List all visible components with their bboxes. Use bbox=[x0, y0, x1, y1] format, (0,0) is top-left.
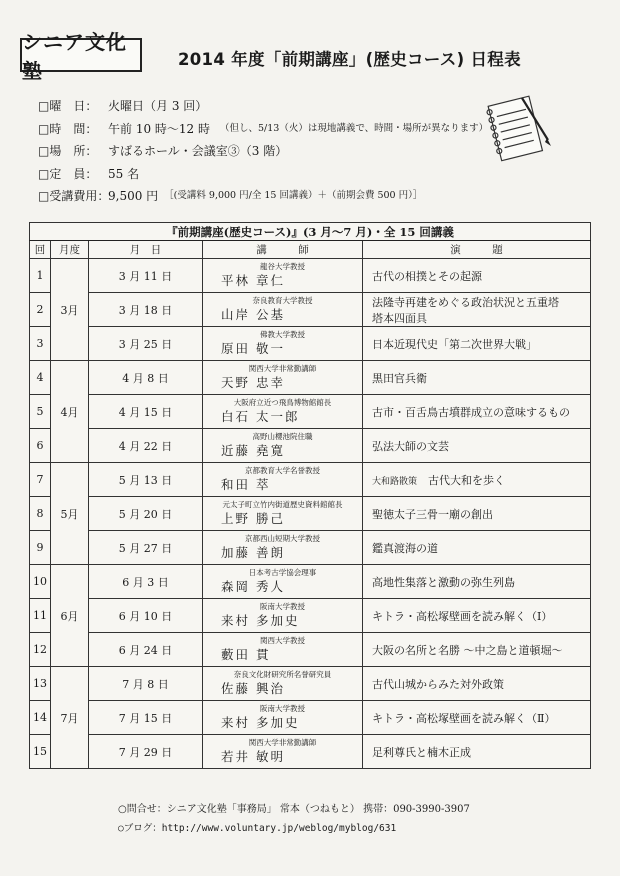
lecture-date: 3 月 25 日 bbox=[89, 327, 203, 361]
lecturer-cell bbox=[203, 531, 363, 565]
table-row bbox=[30, 531, 591, 565]
footer bbox=[118, 800, 470, 838]
lecturer-cell bbox=[203, 327, 363, 361]
lecture-topic-cell bbox=[363, 531, 591, 565]
info-place: □場 所： すばるホール・会議室③（3 階） bbox=[38, 144, 288, 158]
lecturer-name: 天野 忠幸 bbox=[221, 375, 285, 390]
lecture-number: 2 bbox=[30, 293, 51, 327]
table-row bbox=[30, 497, 591, 531]
lecture-topic-cell bbox=[363, 599, 591, 633]
lecture-topic-cell bbox=[363, 633, 591, 667]
table-row bbox=[30, 327, 591, 361]
lecture-topic: 法隆寺再建をめぐる政治状況と五重塔 bbox=[372, 295, 559, 309]
lecturer-name: 加藤 善朗 bbox=[221, 545, 285, 560]
lecturer-cell bbox=[203, 701, 363, 735]
col-header-date: 月 日 bbox=[89, 241, 203, 259]
lecture-topic-prefix: 大和路散策 bbox=[372, 476, 418, 487]
lecture-date: 4 月 22 日 bbox=[89, 429, 203, 463]
lecturer-name: 森岡 秀人 bbox=[221, 579, 285, 594]
lecture-topic-cell bbox=[363, 735, 591, 769]
lecture-date: 3 月 11 日 bbox=[89, 259, 203, 293]
lecturer-cell bbox=[203, 497, 363, 531]
lecturer-affiliation: 大阪府立近つ飛鳥博物館館長 bbox=[233, 398, 332, 407]
lecturer-name: 藪田 貫 bbox=[221, 647, 271, 662]
lecture-topic: 弘法大師の文芸 bbox=[372, 439, 449, 453]
lecture-topic-cell bbox=[363, 565, 591, 599]
lecture-date: 6 月 3 日 bbox=[89, 565, 203, 599]
page-title: 2014 年度「前期講座」(歴史コース) 日程表 bbox=[178, 50, 521, 69]
col-header-num: 回 bbox=[30, 241, 51, 259]
table-row bbox=[30, 259, 591, 293]
col-header-topic: 演 題 bbox=[363, 241, 591, 259]
course-info bbox=[38, 95, 488, 208]
lecture-date: 4 月 8 日 bbox=[89, 361, 203, 395]
lecture-topic: キトラ・高松塚壁画を読み解く（Ⅰ） bbox=[372, 609, 553, 623]
lecture-topic: 鑑真渡海の道 bbox=[372, 541, 438, 555]
lecture-topic: 足利尊氏と楠木正成 bbox=[372, 745, 471, 759]
col-header-month: 月度 bbox=[51, 241, 89, 259]
table-row bbox=[30, 667, 591, 701]
table-row bbox=[30, 463, 591, 497]
lecturer-cell bbox=[203, 599, 363, 633]
lecture-topic: 高地性集落と激動の弥生列島 bbox=[372, 575, 515, 589]
contact-info: ○問合せ：シニア文化塾「事務局」 常本（つねもと） 携帯：090-3990-3907 bbox=[118, 804, 470, 815]
table-row bbox=[30, 361, 591, 395]
lecture-number: 1 bbox=[30, 259, 51, 293]
lecture-topic-line2: 塔本四面具 bbox=[372, 311, 427, 325]
lecture-number: 9 bbox=[30, 531, 51, 565]
school-logo: シニア文化塾 bbox=[20, 38, 142, 72]
lecturer-affiliation: 関西大学非常勤講師 bbox=[248, 364, 317, 373]
lecturer-affiliation: 日本考古学協会理事 bbox=[248, 568, 317, 577]
schedule-rows bbox=[30, 259, 591, 769]
lecture-topic-cell bbox=[363, 293, 591, 327]
lecture-month: 3月 bbox=[51, 259, 89, 361]
lecture-date: 5 月 27 日 bbox=[89, 531, 203, 565]
lecture-topic: 日本近現代史「第二次世界大戦」 bbox=[372, 337, 537, 351]
lecture-topic-cell bbox=[363, 701, 591, 735]
lecture-number: 5 bbox=[30, 395, 51, 429]
lecture-date: 6 月 10 日 bbox=[89, 599, 203, 633]
lecture-topic-cell bbox=[363, 429, 591, 463]
lecture-date: 7 月 15 日 bbox=[89, 701, 203, 735]
lecture-date: 5 月 20 日 bbox=[89, 497, 203, 531]
lecture-topic: 黒田官兵衛 bbox=[372, 371, 427, 385]
lecture-date: 7 月 29 日 bbox=[89, 735, 203, 769]
lecturer-affiliation: 阪南大学教授 bbox=[260, 704, 305, 713]
lecture-number: 14 bbox=[30, 701, 51, 735]
info-capacity: □定 員： 55 名 bbox=[38, 166, 140, 181]
table-row bbox=[30, 701, 591, 735]
lecturer-affiliation: 奈良文化財研究所名誉研究員 bbox=[233, 670, 332, 679]
lecture-topic: キトラ・高松塚壁画を読み解く（Ⅱ） bbox=[372, 711, 556, 725]
table-row bbox=[30, 565, 591, 599]
lecturer-affiliation: 阪南大学教授 bbox=[260, 602, 305, 611]
lecture-topic-cell bbox=[363, 361, 591, 395]
lecturer-name: 来村 多加史 bbox=[221, 613, 300, 628]
lecturer-name: 近藤 堯寛 bbox=[221, 443, 285, 458]
lecture-date: 6 月 24 日 bbox=[89, 633, 203, 667]
lecture-number: 11 bbox=[30, 599, 51, 633]
lecturer-cell bbox=[203, 259, 363, 293]
lecture-month: 5月 bbox=[51, 463, 89, 565]
lecture-number: 12 bbox=[30, 633, 51, 667]
lecturer-name: 来村 多加史 bbox=[221, 715, 300, 730]
lecturer-cell bbox=[203, 633, 363, 667]
lecturer-affiliation: 京都西山短期大学教授 bbox=[245, 534, 320, 543]
lecture-topic: 大阪の名所と名勝 〜中之島と道頓堀〜 bbox=[372, 643, 563, 657]
lecturer-name: 上野 勝己 bbox=[221, 511, 285, 526]
lecturer-name: 佐藤 興治 bbox=[221, 681, 285, 696]
col-header-lecturer: 講 師 bbox=[203, 241, 363, 259]
lecturer-name: 和田 萃 bbox=[221, 477, 271, 492]
table-row bbox=[30, 599, 591, 633]
blog-link[interactable]: ○ブログ：http://www.voluntary.jp/weblog/myblog/631 bbox=[118, 823, 397, 834]
lecturer-affiliation: 龍谷大学教授 bbox=[260, 262, 305, 271]
lecture-number: 8 bbox=[30, 497, 51, 531]
lecturer-affiliation: 元太子町立竹内街道歴史資料館館長 bbox=[222, 500, 343, 509]
info-fee: □受講費用： 9,500 円 ［(受講料 9,000 円/全 15 回講義）＋（前期会費 500 円）］ bbox=[38, 189, 423, 203]
lecture-number: 7 bbox=[30, 463, 51, 497]
lecturer-name: 山岸 公基 bbox=[221, 307, 285, 322]
table-row bbox=[30, 633, 591, 667]
lecture-topic: 聖徳太子三骨一廟の創出 bbox=[372, 507, 493, 521]
lecturer-cell bbox=[203, 361, 363, 395]
lecturer-cell bbox=[203, 429, 363, 463]
lecture-topic: 古市・百舌鳥古墳群成立の意味するもの bbox=[372, 405, 570, 419]
table-row bbox=[30, 735, 591, 769]
lecture-number: 4 bbox=[30, 361, 51, 395]
lecturer-cell bbox=[203, 735, 363, 769]
lecture-topic-cell bbox=[363, 463, 591, 497]
lecturer-affiliation: 関西大学教授 bbox=[260, 636, 305, 645]
lecture-number: 10 bbox=[30, 565, 51, 599]
lecture-topic: 古代大和を歩く bbox=[428, 473, 506, 487]
lecturer-cell bbox=[203, 565, 363, 599]
lecturer-cell bbox=[203, 293, 363, 327]
lecture-number: 13 bbox=[30, 667, 51, 701]
lecturer-name: 若井 敏明 bbox=[221, 749, 285, 764]
lecturer-cell bbox=[203, 463, 363, 497]
lecturer-affiliation: 高野山櫻池院住職 bbox=[252, 432, 313, 441]
table-row bbox=[30, 395, 591, 429]
lecturer-affiliation: 佛教大学教授 bbox=[260, 330, 305, 339]
lecturer-cell bbox=[203, 395, 363, 429]
lecture-date: 7 月 8 日 bbox=[89, 667, 203, 701]
notebook-pen-illustration bbox=[478, 88, 556, 166]
lecturer-affiliation: 奈良教育大学教授 bbox=[252, 296, 313, 305]
lecture-number: 3 bbox=[30, 327, 51, 361]
lecturer-affiliation: 京都教育大学名誉教授 bbox=[245, 466, 320, 475]
lecturer-name: 原田 敬一 bbox=[221, 341, 285, 356]
lecture-topic: 古代山城からみた対外政策 bbox=[372, 677, 504, 691]
lecture-date: 5 月 13 日 bbox=[89, 463, 203, 497]
lecturer-affiliation: 関西大学非常勤講師 bbox=[248, 738, 317, 747]
lecture-topic-cell bbox=[363, 667, 591, 701]
lecture-month: 6月 bbox=[51, 565, 89, 667]
lecturer-name: 白石 太一郎 bbox=[221, 409, 300, 424]
lecture-topic-cell bbox=[363, 497, 591, 531]
info-day: □曜 日： 火曜日（月 3 回） bbox=[38, 99, 208, 113]
table-row bbox=[30, 293, 591, 327]
lecture-number: 15 bbox=[30, 735, 51, 769]
info-time: □時 間： 午前 10 時〜12 時 （但し、5/13（火）は現地講義で、時間・場所が異なります） bbox=[38, 121, 489, 136]
lecture-month: 4月 bbox=[51, 361, 89, 463]
table-row bbox=[30, 429, 591, 463]
table-caption: 『前期講座(歴史コース)』(3 月〜7 月)・全 15 回講義 bbox=[30, 223, 591, 241]
lecture-topic: 古代の相撲とその起源 bbox=[372, 269, 482, 283]
lecture-topic-cell bbox=[363, 259, 591, 293]
lecture-month: 7月 bbox=[51, 667, 89, 769]
lecturer-name: 平林 章仁 bbox=[221, 273, 285, 288]
lecturer-cell bbox=[203, 667, 363, 701]
lecture-date: 4 月 15 日 bbox=[89, 395, 203, 429]
lecture-number: 6 bbox=[30, 429, 51, 463]
lecture-topic-cell bbox=[363, 327, 591, 361]
lecture-date: 3 月 18 日 bbox=[89, 293, 203, 327]
schedule-table bbox=[29, 222, 591, 769]
lecture-topic-cell bbox=[363, 395, 591, 429]
